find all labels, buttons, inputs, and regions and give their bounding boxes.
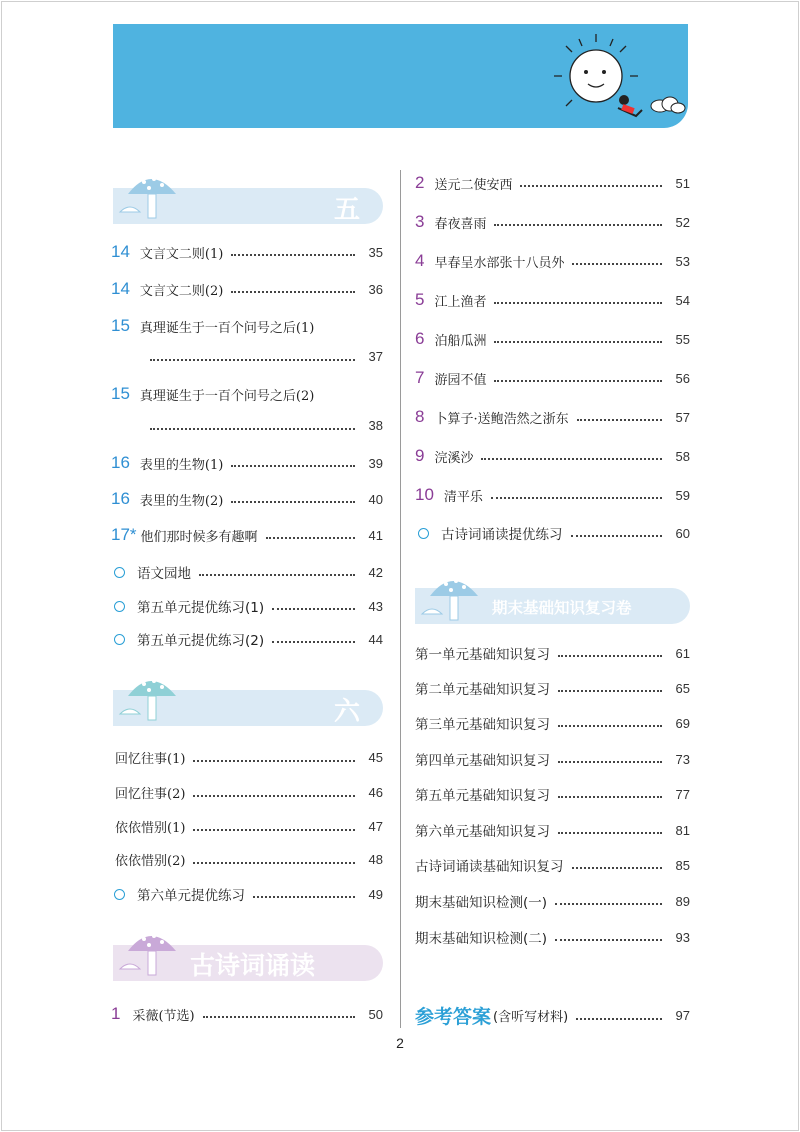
leader-dots	[272, 608, 355, 610]
toc-entry[interactable]	[111, 783, 383, 802]
page-number: 48	[368, 852, 383, 867]
page-number: 73	[675, 751, 690, 767]
toc-entry[interactable]	[415, 368, 690, 388]
toc-entry[interactable]	[415, 329, 690, 349]
lesson-number: 14	[111, 242, 130, 261]
lesson-title: 回忆往事(1)	[115, 752, 186, 767]
leader-dots	[491, 497, 662, 499]
page-number: 61	[675, 645, 690, 661]
lesson-number: 4	[415, 251, 425, 270]
section-title: 五	[334, 195, 361, 225]
lesson-title: 送元二使安西	[434, 177, 513, 193]
toc-entry[interactable]	[415, 820, 690, 840]
lesson-title: 浣溪沙	[434, 450, 474, 466]
toc-entry[interactable]	[415, 523, 690, 543]
page-number: 40	[368, 491, 383, 507]
circle-bullet-icon	[114, 601, 125, 612]
leader-dots	[193, 862, 355, 864]
circle-bullet-icon	[418, 528, 429, 539]
page-number: 43	[368, 598, 383, 614]
page-number: 42	[368, 564, 383, 580]
leader-dots	[272, 641, 355, 643]
mushroom-icon	[116, 925, 186, 977]
toc-entry[interactable]	[111, 596, 383, 616]
leader-dots	[576, 1018, 662, 1020]
page-number: 57	[675, 409, 690, 425]
page-number: 35	[368, 244, 383, 260]
lesson-title: 回忆往事(2)	[115, 787, 186, 802]
leader-dots	[231, 254, 355, 256]
leader-dots	[558, 655, 662, 657]
lesson-number: 7	[415, 368, 425, 387]
toc-entry[interactable]	[111, 525, 383, 545]
toc-entry[interactable]	[111, 562, 383, 582]
leader-dots	[266, 537, 355, 539]
lesson-number: 6	[415, 329, 425, 348]
toc-entry[interactable]	[111, 629, 383, 649]
leader-dots	[231, 465, 355, 467]
leader-dots	[558, 690, 662, 692]
leader-dots	[558, 796, 662, 798]
toc-entry[interactable]	[415, 713, 690, 733]
mushroom-icon	[116, 168, 186, 220]
toc-entry[interactable]	[415, 678, 690, 698]
lesson-number: 10	[415, 485, 434, 504]
leader-dots	[199, 574, 355, 576]
toc-entry[interactable]	[111, 850, 383, 869]
page-number: 97	[675, 1008, 690, 1023]
leader-dots	[494, 224, 662, 226]
lesson-number: 2	[415, 173, 425, 192]
lesson-number: 16	[111, 453, 130, 472]
toc-entry-continuation[interactable]	[150, 349, 383, 364]
lesson-number: 16	[111, 489, 130, 508]
lesson-title: 第三单元基础知识复习	[415, 717, 550, 733]
toc-entry[interactable]	[415, 643, 690, 663]
lesson-title: 古诗词诵读提优练习	[441, 527, 563, 543]
lesson-number: 17*	[111, 525, 137, 544]
page-number: 59	[675, 487, 690, 503]
page-number: 55	[675, 331, 690, 347]
lesson-number: 8	[415, 407, 425, 426]
lesson-title: 清平乐	[443, 489, 483, 505]
page-number: 46	[368, 785, 383, 800]
section-title: 期末基础知识复习卷	[492, 599, 632, 617]
toc-entry[interactable]	[415, 927, 690, 947]
mushroom-icon	[418, 570, 488, 622]
page-number: 93	[675, 929, 690, 945]
leader-dots	[572, 867, 663, 869]
answers-subtitle: (含听写材料)	[493, 1010, 569, 1025]
leader-dots	[494, 302, 662, 304]
toc-entry[interactable]	[111, 817, 383, 836]
toc-entry[interactable]	[111, 1004, 383, 1024]
leader-dots	[481, 458, 662, 460]
right-column	[400, 0, 800, 1132]
leader-dots	[571, 535, 663, 537]
toc-entry[interactable]	[111, 316, 383, 336]
section-title: 古诗词诵读	[190, 951, 316, 980]
page-number: 56	[675, 370, 690, 386]
toc-entry[interactable]	[415, 855, 690, 875]
lesson-title: 卜算子·送鲍浩然之浙东	[434, 411, 569, 427]
leader-dots	[253, 896, 355, 898]
leader-dots	[150, 359, 355, 361]
leader-dots	[558, 832, 662, 834]
circle-bullet-icon	[114, 567, 125, 578]
page-number: 45	[368, 750, 383, 765]
toc-entry[interactable]	[415, 407, 690, 427]
toc-entry[interactable]	[415, 446, 690, 466]
page-number: 60	[675, 525, 690, 541]
answers-title: 参考答案	[415, 1006, 492, 1028]
leader-dots	[555, 939, 662, 941]
circle-bullet-icon	[114, 634, 125, 645]
lesson-title: 江上渔者	[434, 294, 487, 310]
lesson-title: 早春呈水部张十八员外	[434, 255, 565, 271]
toc-entry[interactable]	[111, 489, 383, 509]
lesson-number: 14	[111, 279, 130, 298]
lesson-title: 真理诞生于一百个问号之后(1)	[139, 320, 315, 336]
lesson-title: 第四单元基础知识复习	[415, 753, 550, 769]
toc-entry[interactable]	[111, 279, 383, 299]
page-number: 50	[368, 1006, 383, 1022]
lesson-title: 第五单元提优练习(1)	[137, 600, 265, 616]
lesson-number: 9	[415, 446, 425, 465]
lesson-title: 语文园地	[137, 566, 191, 582]
leader-dots	[494, 380, 662, 382]
leader-dots	[150, 428, 355, 430]
toc-entry[interactable]	[415, 784, 690, 804]
lesson-title: 期末基础知识检测(二)	[415, 931, 548, 947]
lesson-title: 文言文二则(1)	[139, 246, 224, 262]
lesson-title: 依依惜别(2)	[115, 854, 186, 869]
leader-dots	[494, 341, 662, 343]
page-number: 89	[675, 893, 690, 909]
page-number: 39	[368, 455, 383, 471]
leader-dots	[555, 903, 662, 905]
lesson-title: 表里的生物(2)	[139, 493, 224, 509]
page-number: 49	[368, 886, 383, 902]
leader-dots	[231, 291, 355, 293]
page-number: 65	[675, 680, 690, 696]
page-number: 58	[675, 448, 690, 464]
page-number: 37	[368, 349, 383, 364]
toc-entry[interactable]	[415, 485, 690, 505]
lesson-title: 第五单元提优练习(2)	[137, 633, 265, 649]
lesson-title: 泊船瓜洲	[434, 333, 487, 349]
page-number: 53	[675, 253, 690, 269]
lesson-title: 第六单元提优练习	[137, 888, 245, 904]
lesson-title: 古诗词诵读基础知识复习	[415, 859, 564, 875]
lesson-title: 采薇(节选)	[132, 1008, 195, 1024]
lesson-title: 春夜喜雨	[434, 216, 487, 232]
page-number: 85	[675, 857, 690, 873]
section-title: 六	[334, 697, 361, 727]
toc-entry[interactable]	[111, 242, 383, 262]
toc-entry-answers[interactable]	[415, 1002, 690, 1029]
lesson-title: 第五单元基础知识复习	[415, 788, 550, 804]
toc-entry[interactable]	[111, 384, 383, 404]
leader-dots	[193, 760, 355, 762]
page-number: 81	[675, 822, 690, 838]
page-number: 38	[368, 418, 383, 433]
lesson-number: 3	[415, 212, 425, 231]
leader-dots	[558, 725, 662, 727]
lesson-title: 他们那时候多有趣啊	[140, 529, 258, 545]
page-number: 52	[675, 214, 690, 230]
lesson-title: 第二单元基础知识复习	[415, 682, 550, 698]
leader-dots	[203, 1016, 355, 1018]
toc-entry-continuation[interactable]	[150, 418, 383, 433]
lesson-number: 5	[415, 290, 425, 309]
toc-entry[interactable]	[111, 884, 383, 904]
page-number: 51	[675, 175, 690, 191]
lesson-number: 1	[111, 1004, 121, 1023]
page-number: 44	[368, 631, 383, 647]
leader-dots	[577, 419, 662, 421]
toc-entry[interactable]	[415, 251, 690, 271]
page-number: 77	[675, 786, 690, 802]
toc-entry[interactable]	[111, 453, 383, 473]
toc-entry[interactable]	[111, 748, 383, 767]
lesson-number: 15	[111, 384, 130, 403]
lesson-title: 真理诞生于一百个问号之后(2)	[139, 388, 315, 404]
page-number: 41	[368, 527, 383, 543]
lesson-title: 第六单元基础知识复习	[415, 824, 550, 840]
page-number: 36	[368, 281, 383, 297]
leader-dots	[193, 829, 355, 831]
toc-entry[interactable]	[415, 173, 690, 193]
leader-dots	[558, 761, 662, 763]
circle-bullet-icon	[114, 889, 125, 900]
page-number: 47	[368, 819, 383, 834]
lesson-title: 文言文二则(2)	[139, 283, 224, 299]
lesson-title: 第一单元基础知识复习	[415, 647, 550, 663]
toc-entry[interactable]	[415, 749, 690, 769]
leader-dots	[231, 501, 355, 503]
page-number-footer: 2	[396, 1035, 404, 1051]
leader-dots	[520, 185, 662, 187]
page-number: 69	[675, 715, 690, 731]
lesson-title: 游园不值	[434, 372, 487, 388]
page-number: 54	[675, 292, 690, 308]
toc-entry[interactable]	[415, 891, 690, 911]
toc-entry[interactable]	[415, 212, 690, 232]
toc-entry[interactable]	[415, 290, 690, 310]
leader-dots	[572, 263, 662, 265]
lesson-number: 15	[111, 316, 130, 335]
mushroom-icon	[116, 670, 186, 722]
lesson-title: 期末基础知识检测(一)	[415, 895, 548, 911]
leader-dots	[193, 795, 355, 797]
lesson-title: 表里的生物(1)	[139, 457, 224, 473]
lesson-title: 依依惜别(1)	[115, 821, 186, 836]
